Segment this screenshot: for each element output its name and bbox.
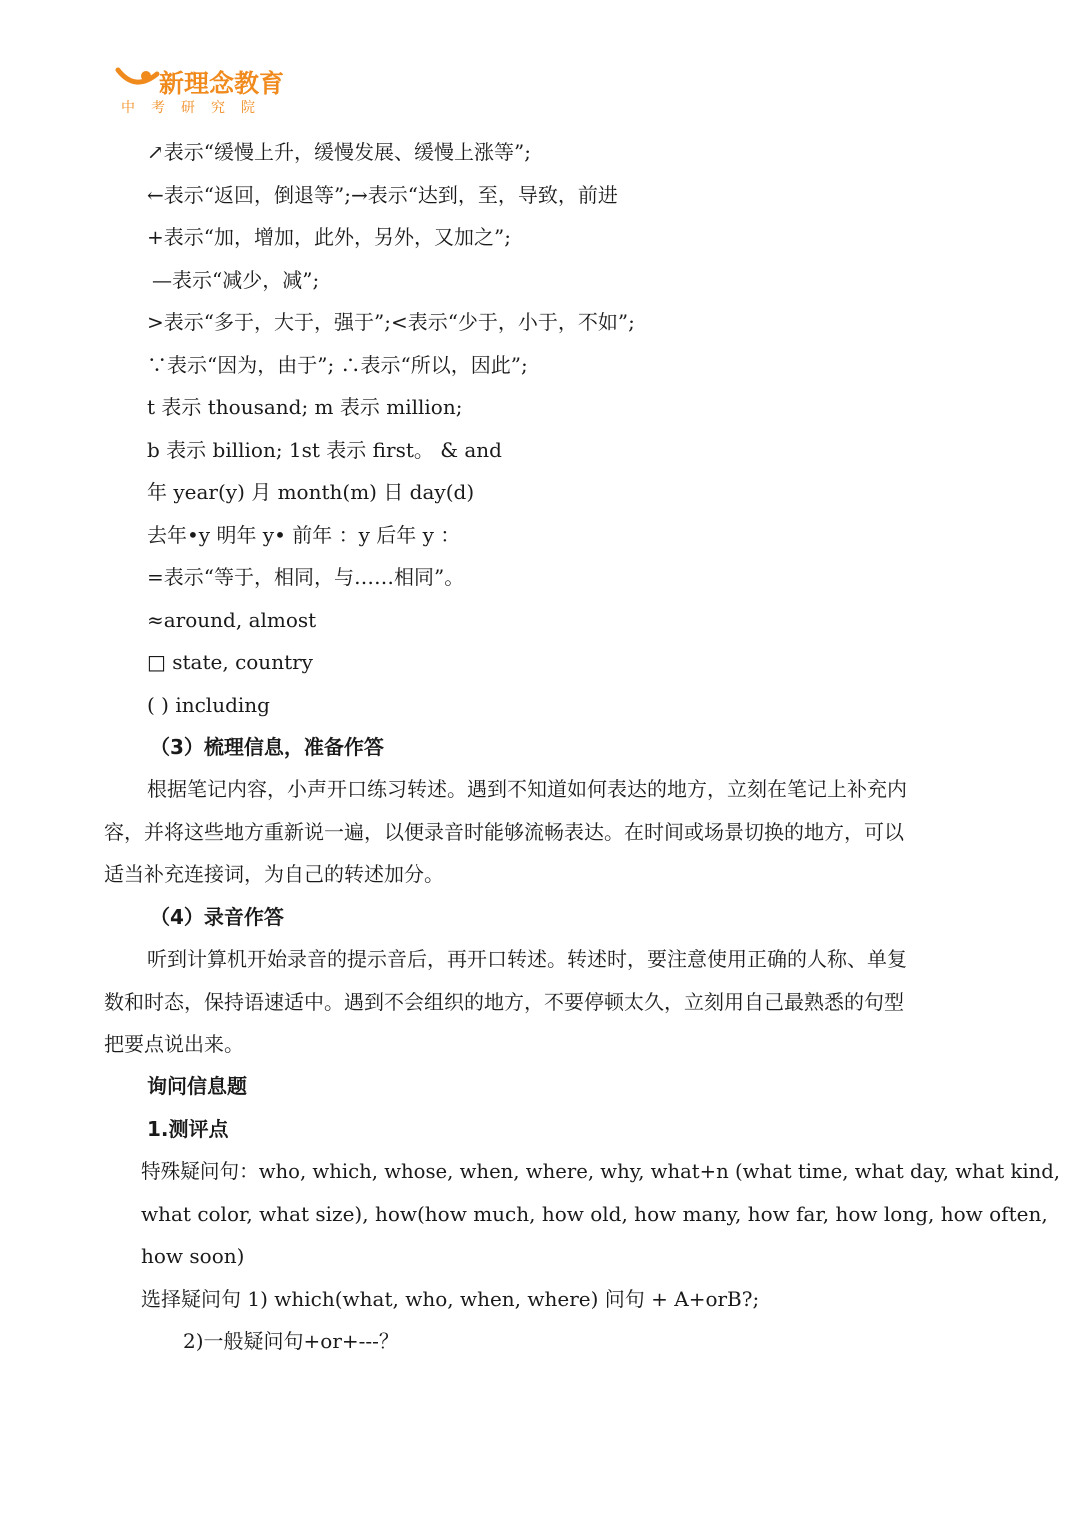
symbol-line: 去年•y 明年 y• 前年 ：y 后年 y ： bbox=[147, 523, 461, 547]
paragraph-line: 听到计算机开始录音的提示音后，再开口转述。转述时，要注意使用正确的人称、单复 bbox=[147, 947, 907, 971]
smile-logo-icon bbox=[115, 62, 161, 96]
symbol-line: ↗表示“缓慢上升，缓慢发展、缓慢上涨等”; bbox=[147, 140, 531, 164]
section-4-heading: （4）录音作答 bbox=[150, 905, 284, 929]
inquiry-title: 询问信息题 bbox=[147, 1074, 247, 1098]
symbol-line: ≈around, almost bbox=[147, 608, 317, 632]
symbol-line: +表示“加，增加，此外，另外，又加之”; bbox=[147, 225, 511, 249]
symbol-line: t 表示 thousand; m 表示 million; bbox=[147, 395, 463, 419]
paragraph-line: 数和时态，保持语速适中。遇到不会组织的地方，不要停顿太久，立刻用自己最熟悉的句型 bbox=[104, 990, 904, 1014]
inquiry-subtitle: 1.测评点 bbox=[147, 1117, 229, 1141]
symbol-line: b 表示 billion; 1st 表示 first。 & and bbox=[147, 438, 502, 462]
paragraph-line: 2)一般疑问句+or+---？ bbox=[183, 1329, 399, 1353]
symbol-line: ∵表示“因为，由于”; ∴表示“所以，因此”; bbox=[147, 353, 528, 377]
symbol-line: >表示“多于，大于，强于”;<表示“少于，小于，不如”; bbox=[147, 310, 635, 334]
brand-subtitle: 中考研究院 bbox=[121, 100, 271, 116]
paragraph-line: 适当补充连接词，为自己的转述加分。 bbox=[104, 862, 444, 886]
symbol-line: 年 year(y) 月 month(m) 日 day(d) bbox=[147, 480, 475, 504]
symbol-line: ←表示“返回，倒退等”;→表示“达到，至，导致，前进 bbox=[147, 183, 618, 207]
paragraph-line: 把要点说出来。 bbox=[104, 1032, 244, 1056]
symbol-line: □ state, country bbox=[147, 650, 313, 674]
paragraph-line: 选择疑问句 1) which(what, who, when, where) 问句 + A+orB?; bbox=[141, 1287, 760, 1311]
paragraph-line: how soon) bbox=[141, 1244, 245, 1268]
brand-logo bbox=[115, 62, 295, 122]
symbol-line: —表示“减少，减”; bbox=[152, 268, 320, 292]
paragraph-line: 根据笔记内容，小声开口练习转述。遇到不知道如何表达的地方，立刻在笔记上补充内 bbox=[147, 777, 907, 801]
symbol-line: ( ) including bbox=[147, 693, 270, 717]
paragraph-line: 特殊疑问句：who, which, whose, when, where, why, what+n (what time, what day, what kind, bbox=[141, 1159, 1061, 1183]
brand-name: 新理念教育 bbox=[159, 69, 285, 98]
paragraph-line: what color, what size), how(how much, how old, how many, how far, how long, how often, bbox=[141, 1202, 1048, 1226]
section-3-heading: （3）梳理信息，准备作答 bbox=[150, 735, 384, 759]
symbol-line: =表示“等于，相同，与……相同”。 bbox=[147, 565, 465, 589]
paragraph-line: 容，并将这些地方重新说一遍，以便录音时能够流畅表达。在时间或场景切换的地方，可以 bbox=[104, 820, 904, 844]
